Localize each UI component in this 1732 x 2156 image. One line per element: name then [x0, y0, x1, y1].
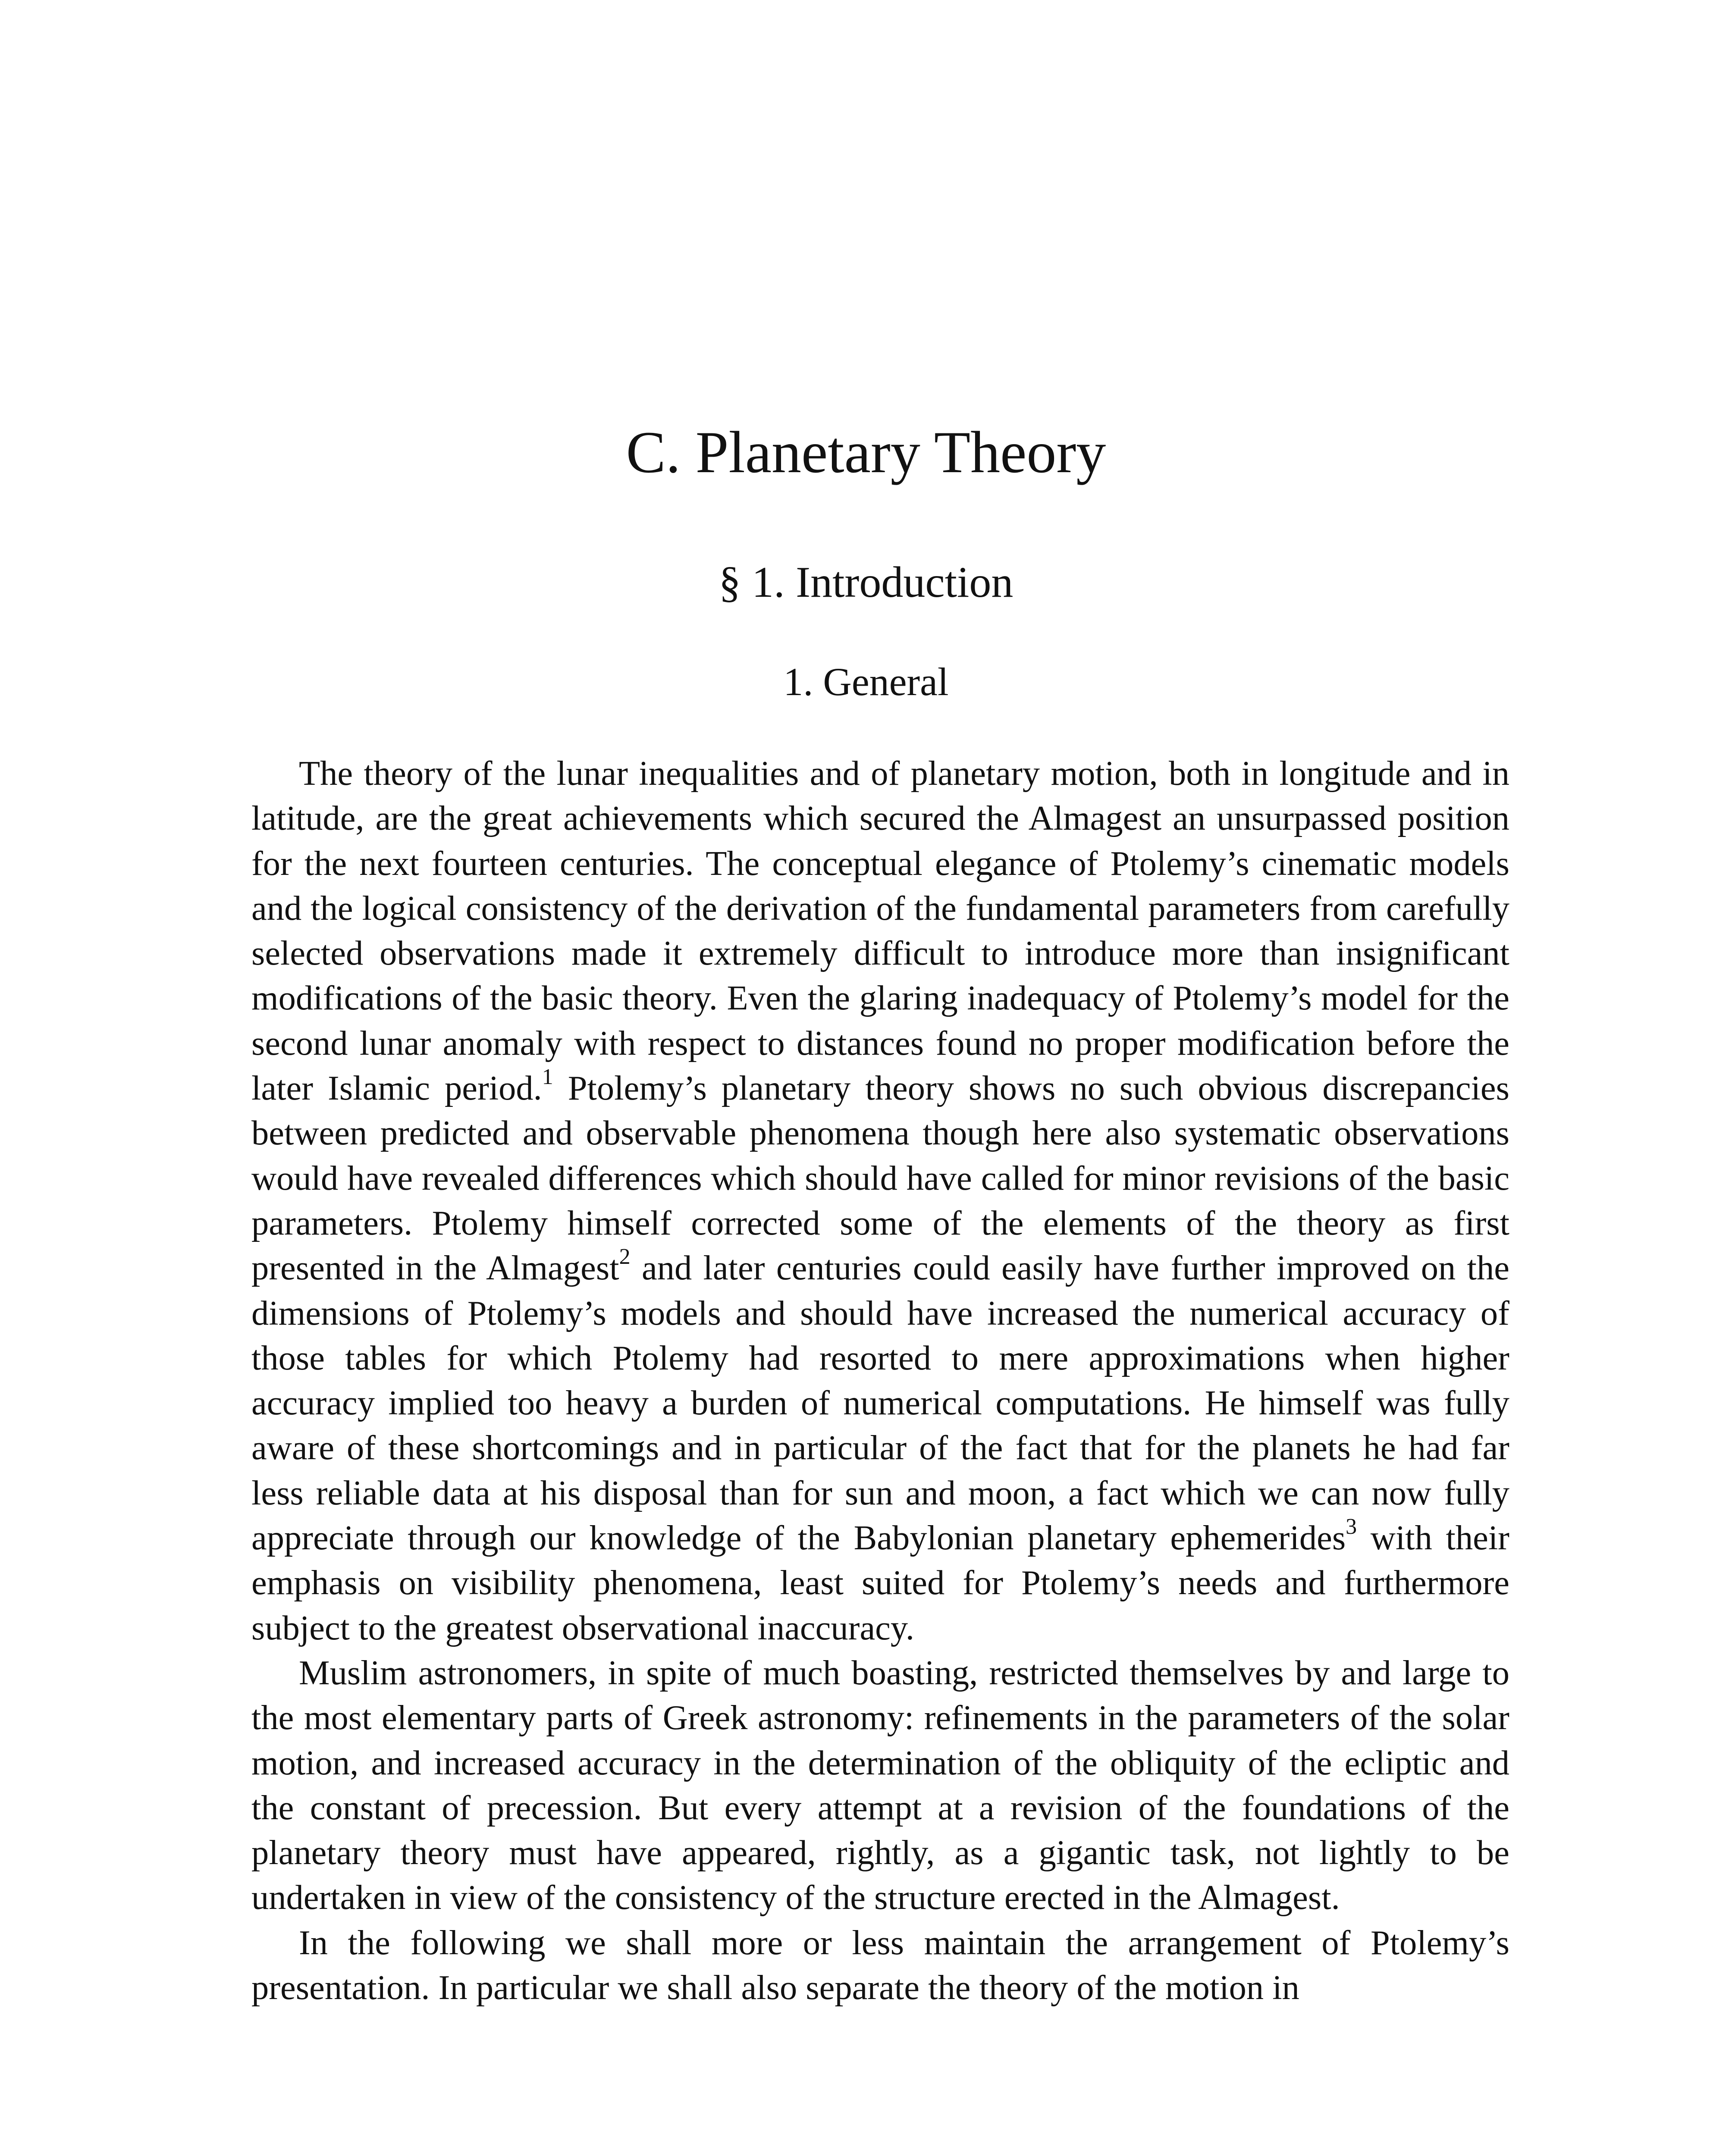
paragraph-1-part-1: The theory of the lunar inequalities and of planetary motion, both in longitude and in latitude, are the great achievements which secured the Almagest an unsurpassed position for the next fourteen centuries. The conceptual elegance of Ptolemy’s cinematic models and the logical consistency of the derivation of the fundamental parameters from carefully selected observations made it extremely difficult to introduce more than insignificant modifications of the basic theory. Even the glaring inadequacy of Ptolemy’s model for the second lunar anomaly with respect to distances found no proper modification before the later Islamic period. — [251, 754, 1509, 1108]
paragraph-1-part-2: Ptolemy’s planetary theory shows no such obvious discrepancies between predicted and observable phenomena though here also systematic observations would have revealed differences which should have called for minor revisions of the basic parameters. Ptolemy himself corrected some of the elements of the theory as first presented in the Almagest — [251, 1069, 1509, 1288]
footnote-marker-1[interactable]: 1 — [542, 1065, 553, 1090]
paragraph-2: Muslim astronomers, in spite of much boasting, restricted themselves by and large to the most elementary parts of Greek astronomy: refinements in the parameters of the solar motion, and increased accuracy in the determination of the obliquity of the ecliptic and the constant of precession. But every attempt at a revision of the foundations of the planetary theory must have appeared, rightly, as a gigantic task, not lightly to be undertaken in view of the consistency of the structure erected in the Almagest. — [251, 1653, 1509, 1917]
body-text — [251, 751, 1509, 2010]
paragraph-3: In the following we shall more or less maintain the arrangement of Ptolemy’s presentation. In particular we shall also separate the theory of the motion in — [251, 1923, 1509, 2007]
paragraph-1-part-4: with their emphasis on visibility phenomena, least suited for Ptolemy’s needs and furthermore subject to the greatest observational inaccuracy. — [251, 1519, 1509, 1647]
paragraph-1 — [251, 751, 1509, 1651]
footnote-marker-2[interactable]: 2 — [619, 1244, 631, 1269]
subsection-title: 1. General — [783, 660, 949, 704]
paragraph-1-part-3: and later centuries could easily have further improved on the dimensions of Ptolemy’s models and should have increased the numerical accuracy of those tables for which Ptolemy had resorted to mere approximations when higher accuracy implied too heavy a burden of numerical computations. He himself was fully aware of these shortcomings and in particular of the fact that for the planets he had far less reliable data at his disposal than for sun and moon, a fact which we can now fully appreciate through our knowledge of the Babylonian planetary ephemerides — [251, 1249, 1510, 1557]
section-title: § 1. Introduction — [719, 558, 1013, 607]
footnote-marker-3[interactable]: 3 — [1346, 1514, 1357, 1539]
chapter-title: C. Planetary Theory — [626, 419, 1106, 485]
